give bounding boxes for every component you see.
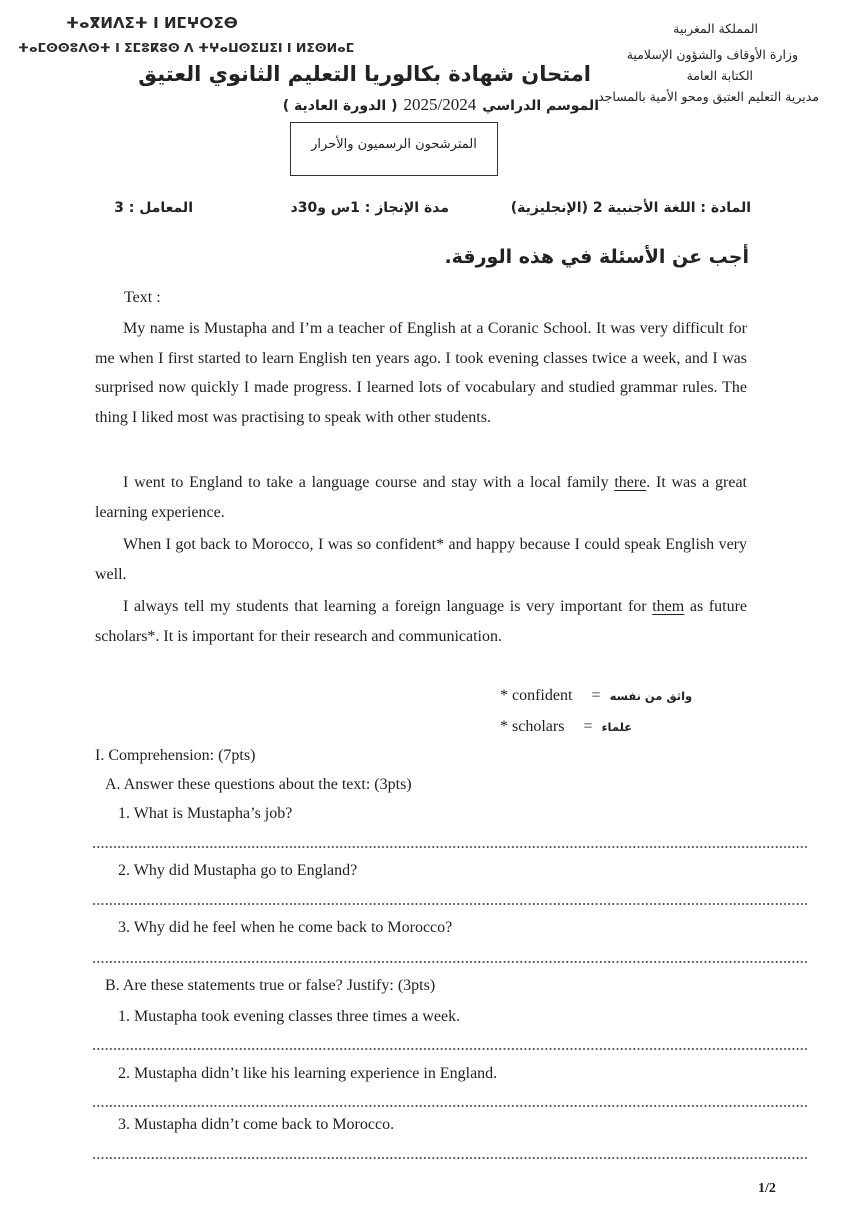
text-paragraph-2 <box>95 468 747 527</box>
question-2: 2. Why did Mustapha go to England? <box>118 862 358 879</box>
paragraph-text: When I got back to Morocco, I was so confident* and happy because I could speak English very well. <box>95 536 747 583</box>
statement-3: 3. Mustapha didn’t come back to Morocco. <box>118 1116 395 1133</box>
glossary-item-confident <box>500 685 692 705</box>
coefficient: المعامل : 3 <box>114 200 193 216</box>
ministry-line-ministry: وزارة الأوقاف والشؤون الإسلامية <box>626 47 798 62</box>
paragraph-text: as future scholars*. It is important for their research and communication. <box>95 598 747 645</box>
text-paragraph-3 <box>95 530 747 589</box>
tifinagh-ministry: ⵜⴰⵎⵙⵙⵓⴷⵙⵜ ⵏ ⵉⵎⵓⴽⵓⵙ ⴷ ⵜⵖⴰⵡⵙⵉⵡⵉⵏ ⵏ ⵍⵉⵙⵍⴰⵎ <box>18 40 355 55</box>
candidates-box <box>290 122 498 176</box>
glossary-equals: = <box>583 718 593 735</box>
ministry-line-kingdom: المملكة المغربية <box>673 21 758 36</box>
answer-line-s3[interactable] <box>92 1157 808 1159</box>
instruction: أجب عن الأسئلة في هذه الورقة. <box>444 246 749 268</box>
underlined-word-there: there <box>614 474 647 491</box>
ministry-line-secretariat: الكتابة العامة <box>686 68 753 83</box>
page-number: 1/2 <box>758 1181 776 1196</box>
glossary-item-scholars <box>500 716 632 736</box>
glossary-meaning: علماء <box>601 720 633 734</box>
paragraph-text: I always tell my students that learning a foreign language is very important for <box>123 598 653 615</box>
statement-1: 1. Mustapha took evening classes three times a week. <box>118 1008 461 1025</box>
underlined-word-them: them <box>652 598 685 615</box>
question-3: 3. Why did he feel when he come back to Morocco? <box>118 919 453 936</box>
part-b-title: B. Are these statements true or false? Justify: (3pts) <box>105 977 436 994</box>
tifinagh-kingdom: ⵜⴰⴳⵍⴷⵉⵜ ⵏ ⵍⵎⵖⵔⵉⴱ <box>66 14 238 32</box>
session-year: 2025/2024 <box>403 95 477 114</box>
session-type: ( الدورة العادية ) <box>282 98 398 114</box>
candidates-label: المترشحون الرسميون والأحرار <box>311 137 477 152</box>
subject: المادة : اللغة الأجنبية 2 (الإنجليزية) <box>510 200 751 216</box>
text-label: Text : <box>124 289 161 306</box>
exam-title: امتحان شهادة بكالوريا التعليم الثانوي العتيق <box>138 62 591 86</box>
part-a-title: A. Answer these questions about the text: (3pts) <box>105 776 412 793</box>
paragraph-text: . It was a great learning experience. <box>95 474 747 521</box>
answer-line-q1[interactable] <box>92 846 808 848</box>
glossary-term: * scholars <box>500 718 565 735</box>
duration: مدة الإنجاز : 1س و30د <box>290 200 449 216</box>
glossary-meaning: واثق من نفسه <box>609 689 693 703</box>
ministry-line-directorate: مديرية التعليم العتيق ومحو الأمية بالمساجد <box>598 89 819 104</box>
session-label: الموسم الدراسي <box>482 98 599 114</box>
text-paragraph-4 <box>95 592 747 651</box>
glossary-equals: = <box>591 687 601 704</box>
answer-line-s2[interactable] <box>92 1105 808 1107</box>
glossary-term: * confident <box>500 687 573 704</box>
answer-line-s1[interactable] <box>92 1048 808 1050</box>
session-line <box>283 95 599 115</box>
comprehension-title: I. Comprehension: (7pts) <box>95 747 256 764</box>
question-1: 1. What is Mustapha’s job? <box>118 805 293 822</box>
answer-line-q3[interactable] <box>92 961 808 963</box>
paragraph-text: I went to England to take a language course and stay with a local family <box>123 474 615 491</box>
text-paragraph-1 <box>95 314 747 432</box>
statement-2: 2. Mustapha didn’t like his learning experience in England. <box>118 1065 498 1082</box>
paragraph-text: My name is Mustapha and I’m a teacher of English at a Coranic School. It was very difficult for me when I first started to learn English ten years ago. I took evening classes twice a week, and I was surprised now quickly I made progress. I learned lots of vocabulary and studied grammar rules. The thing I liked most was practising to speak with other students. <box>95 320 747 426</box>
answer-line-q2[interactable] <box>92 903 808 905</box>
